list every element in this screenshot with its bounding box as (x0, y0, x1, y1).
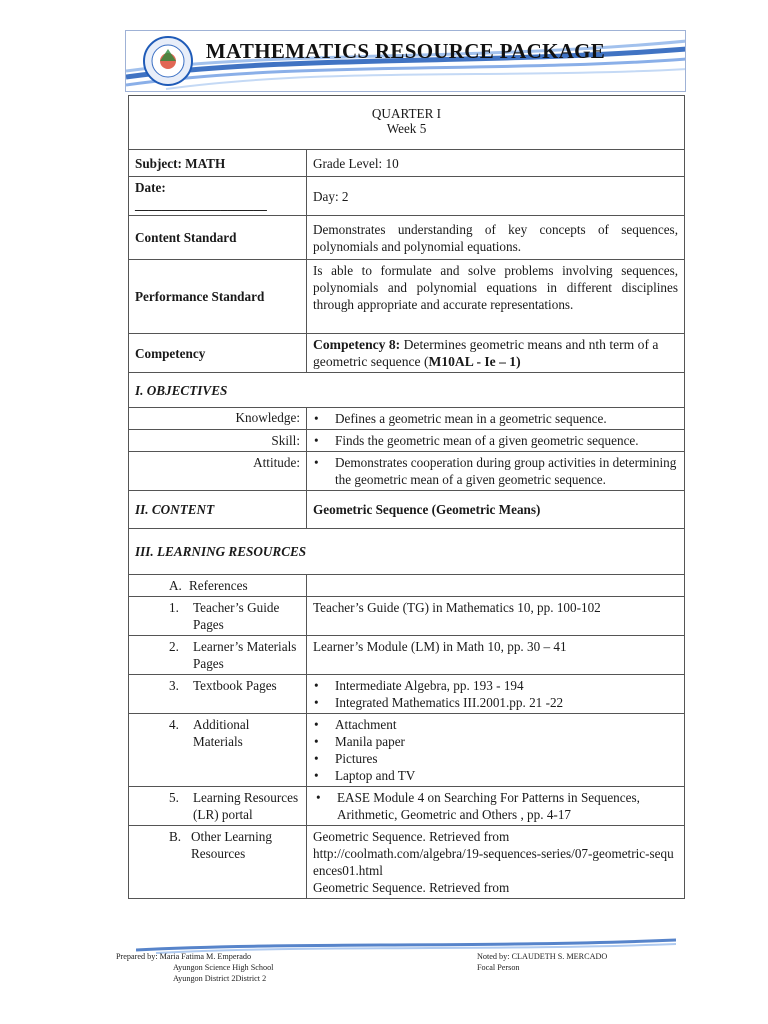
other-resources-cell (307, 826, 685, 899)
competency-label: Competency (129, 334, 307, 373)
attitude-text: • Demonstrates cooperation during group activities in determining the geometric mean of a given geometric sequence. (335, 454, 678, 488)
attitude-label: Attitude: (129, 452, 307, 491)
resource-item-5-cell (307, 787, 685, 826)
other-resources-label-cell (129, 826, 307, 899)
resource-item-4-number: 4. (169, 717, 179, 732)
resource-item-1-label-cell (129, 597, 307, 636)
resource-item-4-label: Additional Materials (193, 717, 250, 749)
resource-item-3-number: 3. (169, 678, 179, 693)
textbook-bullet: • Integrated Mathematics III.2001.pp. 21 -22 (335, 694, 678, 711)
resource-item-3-label-cell (129, 675, 307, 714)
resource-item-5-number: 5. (169, 790, 179, 805)
resource-item-4-label-cell (129, 714, 307, 787)
page-footer (116, 944, 676, 992)
prepared-by-block (116, 951, 273, 984)
noted-by-block (477, 951, 607, 973)
other-resource-line: Geometric Sequence. Retrieved from (313, 880, 510, 895)
competency-number: Competency 8: (313, 337, 401, 352)
references-label: References (189, 578, 248, 593)
document-title: MATHEMATICS RESOURCE PACKAGE (205, 39, 606, 63)
day-cell: Day: 2 (307, 177, 685, 216)
week-label: Week 5 (386, 121, 427, 136)
lr-portal-bullet: • EASE Module 4 on Searching For Patterns in Sequences, Arithmetic, Geometric and Others , pp. 4-17 (337, 789, 678, 823)
knowledge-label: Knowledge: (129, 408, 307, 430)
skill-cell (307, 430, 685, 452)
header-banner (125, 30, 686, 92)
references-number: A. (169, 578, 182, 593)
references-label-cell (129, 575, 307, 597)
resource-item-1-text: Teacher’s Guide (TG) in Mathematics 10, pp. 100-102 (307, 597, 685, 636)
noted-by-role: Focal Person (477, 963, 520, 972)
content-topic: Geometric Sequence (Geometric Means) (307, 491, 685, 529)
objectives-heading: I. OBJECTIVES (129, 373, 685, 408)
other-resources-number: B. (169, 829, 182, 844)
material-bullet: • Laptop and TV (335, 767, 678, 784)
performance-standard-text: Is able to formulate and solve problems involving sequences, polynomials and polynomial equations in different disciplines through appropriate and accurate representations. (307, 260, 685, 334)
resource-item-2-number: 2. (169, 639, 179, 654)
other-resource-line: Geometric Sequence. Retrieved from (313, 829, 510, 844)
resource-item-3-cell (307, 675, 685, 714)
skill-text: • Finds the geometric mean of a given geometric sequence. (335, 432, 678, 449)
content-standard-label: Content Standard (129, 216, 307, 260)
resource-item-5-label-cell (129, 787, 307, 826)
preparer-district: Ayungon District 2District 2 (173, 974, 267, 983)
prepared-by: Prepared by: Maria Fatima M. Emperado (116, 952, 252, 961)
quarter-header (129, 96, 685, 150)
lesson-plan-table (128, 95, 685, 899)
resource-item-2-label-cell (129, 636, 307, 675)
competency-text (307, 334, 685, 373)
references-empty-cell (307, 575, 685, 597)
resource-item-3-label: Textbook Pages (193, 678, 277, 693)
resource-item-1-number: 1. (169, 600, 179, 615)
grade-level-cell: Grade Level: 10 (307, 150, 685, 177)
skill-label: Skill: (129, 430, 307, 452)
quarter-label: QUARTER I (371, 106, 442, 121)
material-bullet: • Pictures (335, 750, 678, 767)
resource-item-2-text: Learner’s Module (LM) in Math 10, pp. 30 – 41 (307, 636, 685, 675)
content-standard-text: Demonstrates understanding of key concepts of sequences, polynomials and polynomial equations. (307, 216, 685, 260)
material-bullet: • Attachment (335, 716, 678, 733)
resource-item-2-label: Learner’s Materials Pages (193, 639, 297, 671)
preparer-school: Ayungon Science High School (173, 963, 274, 972)
other-resource-link[interactable]: http://coolmath.com/algebra/19-sequences-series/07-geometric-sequences01.html (313, 846, 674, 878)
resource-item-4-cell (307, 714, 685, 787)
other-resources-label: Other Learning Resources (191, 829, 272, 861)
material-bullet: • Manila paper (335, 733, 678, 750)
performance-standard-label: Performance Standard (129, 260, 307, 334)
date-cell: Date: ____________________ (129, 177, 307, 216)
knowledge-cell (307, 408, 685, 430)
competency-description: Determines geometric means and nth term of a geometric sequence ( (313, 337, 659, 369)
competency-code: M10AL - Ie – 1) (428, 354, 521, 369)
content-heading: II. CONTENT (129, 491, 307, 529)
knowledge-text: • Defines a geometric mean in a geometric sequence. (335, 410, 678, 427)
resource-item-5-label: Learning Resources (LR) portal (193, 790, 299, 822)
textbook-bullet: • Intermediate Algebra, pp. 193 - 194 (335, 677, 678, 694)
subject-cell: Subject: MATH (129, 150, 307, 177)
learning-resources-heading: III. LEARNING RESOURCES (129, 529, 685, 575)
attitude-cell (307, 452, 685, 491)
resource-item-1-label: Teacher’s Guide Pages (193, 600, 280, 632)
noted-by: Noted by: CLAUDETH S. MERCADO (477, 952, 608, 961)
